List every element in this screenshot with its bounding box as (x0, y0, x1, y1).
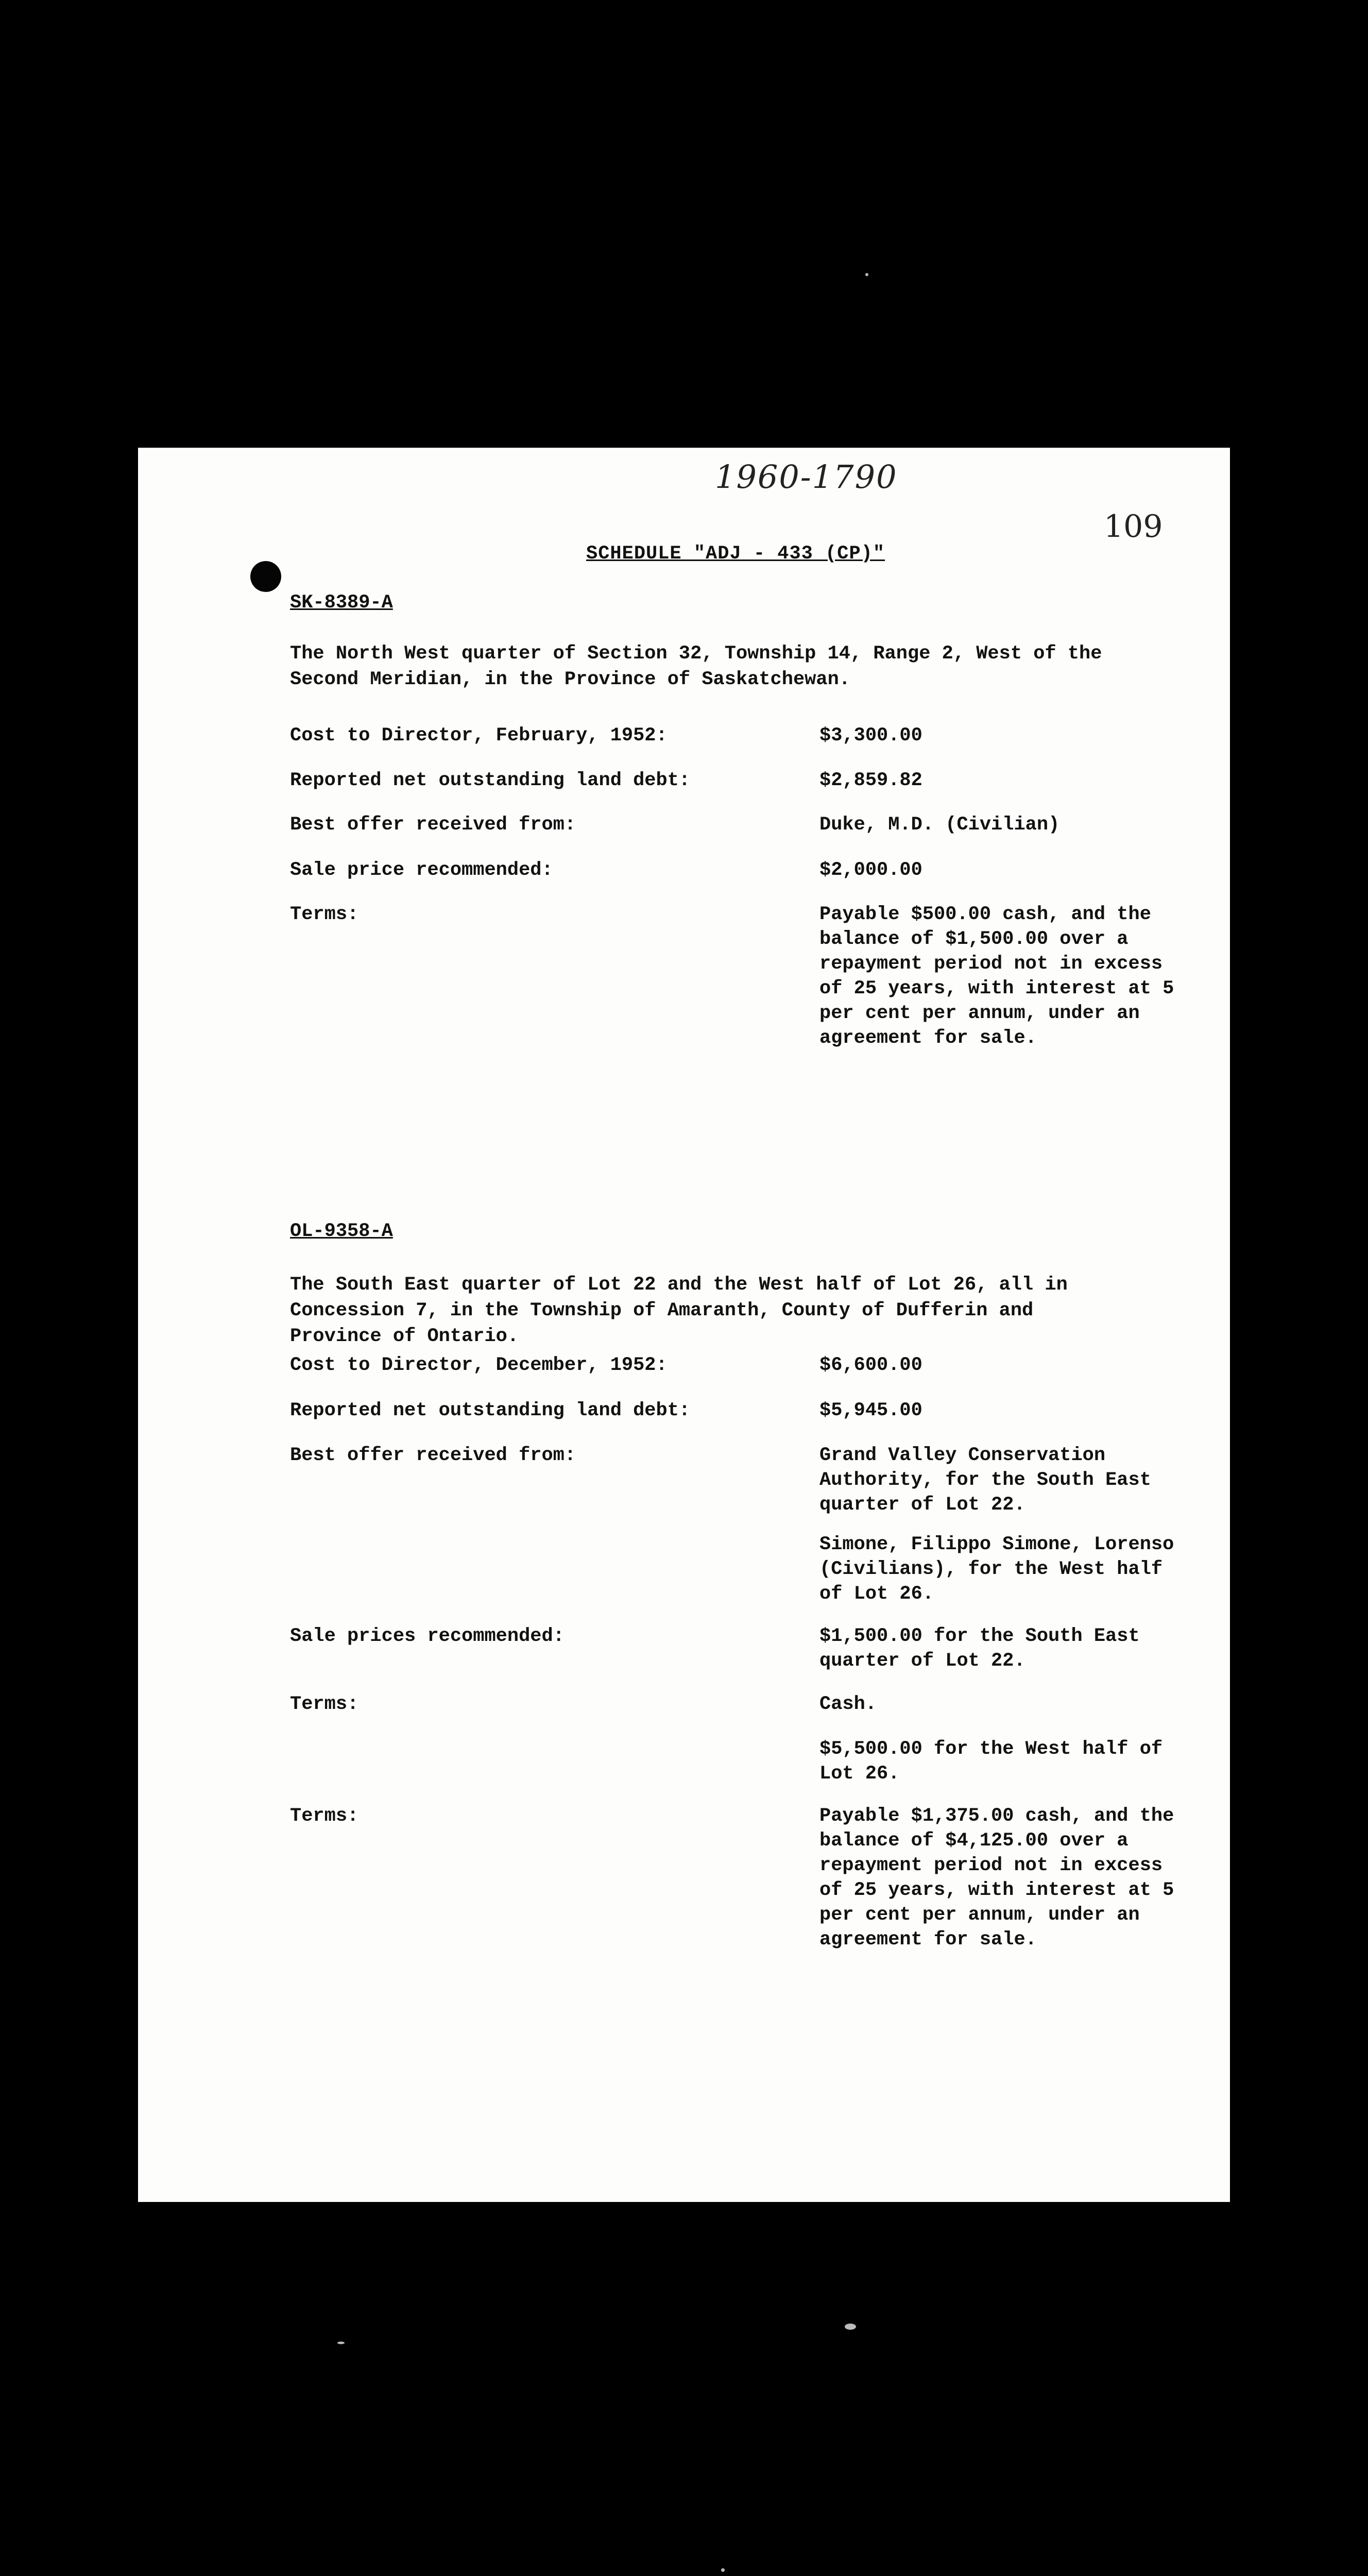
terms-value: Payable $500.00 cash, and the balance of $1,500.00 over a repayment period not in excess of 25 years, with interest at 5 per cent per annum, under an agreement for sale. (819, 904, 1174, 1049)
debt-value: $2,859.82 (819, 770, 922, 791)
document-page (138, 448, 1230, 2202)
cost-label: Cost to Director, February, 1952: (290, 725, 668, 747)
price-label: Sale prices recommended: (290, 1625, 565, 1647)
parcel-description: The North West quarter of Section 32, Township 14, Range 2, West of the Second Meridian, in the Province of Saskatchewan. (290, 643, 1102, 690)
scan-speck (721, 2568, 725, 2572)
debt-value: $5,945.00 (819, 1400, 922, 1421)
cost-label: Cost to Director, December, 1952: (290, 1354, 668, 1376)
cost-value: $3,300.00 (819, 725, 922, 747)
punch-hole (250, 561, 281, 592)
price-value-lot-22: $1,500.00 for the South East quarter of Lot 22. (819, 1625, 1140, 1672)
terms-value-lot-22: Cash. (819, 1693, 877, 1715)
parcel-reference: SK-8389-A (290, 592, 393, 614)
price-label: Sale price recommended: (290, 859, 553, 881)
price-value: $2,000.00 (819, 859, 922, 881)
offer-value: Duke, M.D. (Civilian) (819, 814, 1060, 836)
schedule-title: SCHEDULE "ADJ - 433 (CP)" (586, 543, 885, 565)
terms-value-lot-26: Payable $1,375.00 cash, and the balance of $4,125.00 over a repayment period not in excess of 25 years, with interest at 5 per cent per annum, under an agreement for sale. (819, 1805, 1174, 1951)
debt-label: Reported net outstanding land debt: (290, 770, 691, 791)
offer-value-lot-22: Grand Valley Conservation Authority, for the South East quarter of Lot 22. (819, 1445, 1151, 1516)
terms-label: Terms: (290, 1693, 359, 1715)
parcel-description: The South East quarter of Lot 22 and the West half of Lot 26, all in Concession 7, in the Township of Amaranth, County of Dufferin and Province of Ontario. (290, 1274, 1068, 1347)
parcel-reference: OL-9358-A (290, 1221, 393, 1242)
scan-speck (865, 273, 868, 276)
offer-value-lot-26: Simone, Filippo Simone, Lorenso (Civilians), for the West half of Lot 26. (819, 1534, 1174, 1605)
terms-label: Terms: (290, 1805, 359, 1827)
offer-label: Best offer received from: (290, 814, 576, 836)
terms-label: Terms: (290, 904, 359, 925)
handwritten-file-number: 1960-1790 (715, 458, 898, 496)
scan-speck (845, 2324, 856, 2330)
cost-value: $6,600.00 (819, 1354, 922, 1376)
offer-label: Best offer received from: (290, 1445, 576, 1466)
page-number: 109 (1104, 509, 1163, 545)
debt-label: Reported net outstanding land debt: (290, 1400, 691, 1421)
price-value-lot-26: $5,500.00 for the West half of Lot 26. (819, 1738, 1163, 1785)
scan-speck (337, 2342, 345, 2344)
